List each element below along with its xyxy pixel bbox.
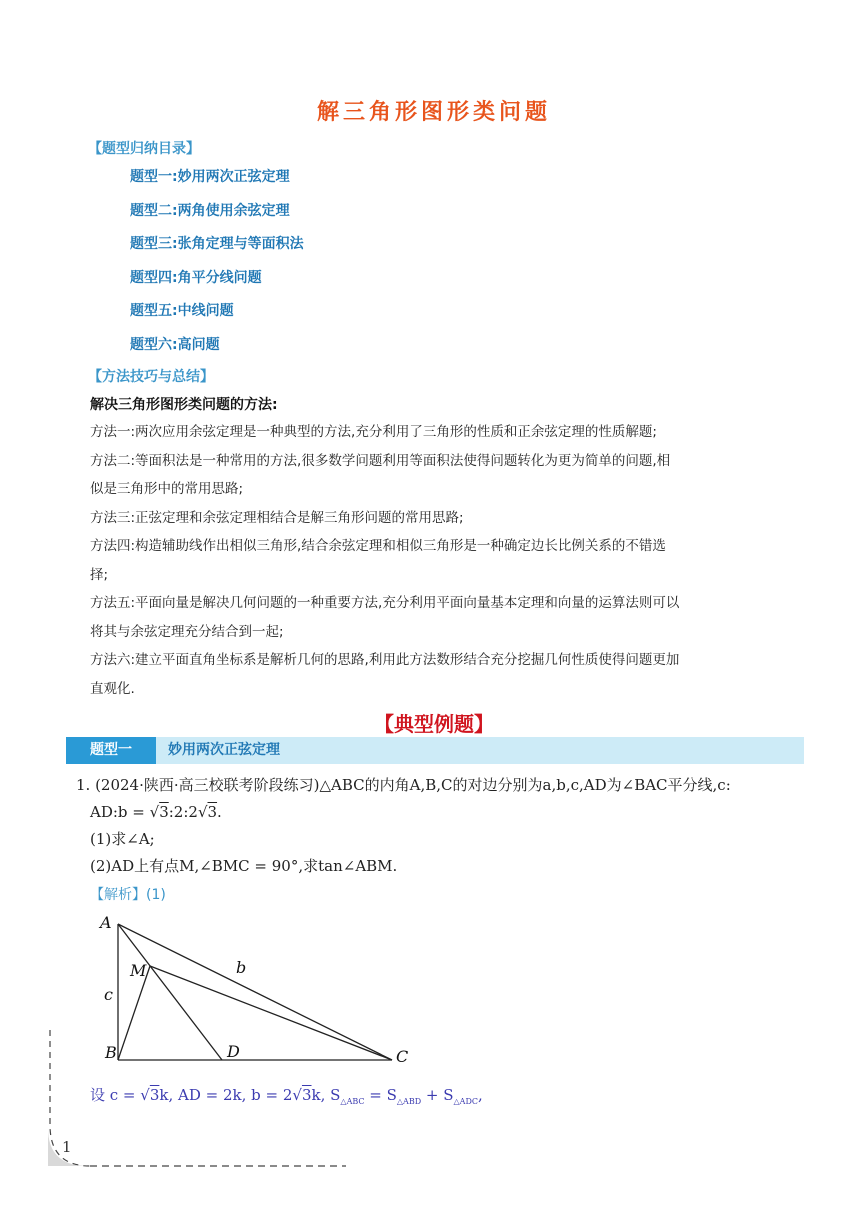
toc-list xyxy=(130,166,304,368)
label-m: M xyxy=(130,961,147,980)
page-title: 解三角形图形类问题 xyxy=(316,100,551,125)
solution-text: 设 c = xyxy=(90,1086,141,1104)
label-b: B xyxy=(105,1043,117,1062)
method-line: 方法四:构造辅助线作出相似三角形,结合余弦定理和相似三角形是一种确定边长比例关系的不错选 xyxy=(90,538,666,554)
ratio-mid: :2:2 xyxy=(168,803,198,821)
label-c: C xyxy=(396,1047,409,1066)
method-line: 方法二:等面积法是一种常用的方法,很多数学问题利用等面积法使得问题转化为更为简单的问题,相 xyxy=(90,452,671,469)
toc-item-4[interactable]: 题型四:角平分线问题 xyxy=(130,269,262,286)
label-c-side: c xyxy=(104,985,113,1004)
radicand: 3 xyxy=(149,1086,160,1104)
toc-heading: 【题型归纳目录】 xyxy=(88,141,200,157)
methods-heading: 【方法技巧与总结】 xyxy=(88,369,214,385)
ratio-prefix: AD:b = xyxy=(90,803,150,821)
sqrt-symbol: √ xyxy=(149,803,160,821)
solution-text: k, AD = 2k, b = 2 xyxy=(159,1086,293,1104)
methods-title: 解决三角形图形类问题的方法: xyxy=(90,397,278,413)
type-bar xyxy=(66,737,804,764)
toc-item-6[interactable]: 题型六:高问题 xyxy=(130,336,220,353)
solution-text: + S xyxy=(421,1086,454,1104)
question-2: (2)AD上有点M,∠BMC = 90°,求tan∠ABM. xyxy=(90,857,398,875)
problem-block xyxy=(76,772,796,880)
toc-item-2[interactable]: 题型二:两角使用余弦定理 xyxy=(130,202,290,219)
solution-text: k, S xyxy=(311,1086,341,1104)
analysis-label: 【解析】(1) xyxy=(90,887,166,903)
method-line: 似是三角形中的常用思路; xyxy=(90,481,244,497)
solution-text: = S xyxy=(364,1086,397,1104)
toc-item-5[interactable]: 题型五:中线问题 xyxy=(130,303,234,320)
method-line: 方法六:建立平面直角坐标系是解析几何的思路,利用此方法数形结合充分挖掘几何性质使得问题更加 xyxy=(90,652,680,668)
subscript: △ABC xyxy=(340,1097,365,1106)
sqrt-symbol: √ xyxy=(197,803,208,821)
subscript: △ADC xyxy=(453,1097,478,1106)
label-d: D xyxy=(227,1042,240,1061)
method-line: 方法五:平面向量是解决几何问题的一种重要方法,充分利用平面向量基本定理和向量的运算法则可以 xyxy=(90,595,680,611)
ratio-end: . xyxy=(217,803,222,821)
method-line: 方法三:正弦定理和余弦定理相结合是解三角形问题的常用思路; xyxy=(90,509,464,526)
solution-text: , xyxy=(477,1086,483,1104)
radicand: 3 xyxy=(301,1086,312,1104)
page-footer-decoration xyxy=(0,1030,380,1180)
examples-heading: 【典型例题】 xyxy=(374,712,494,736)
problem-line-1: 1. (2024·陕西·高三校联考阶段练习)△ABC的内角A,B,C的对边分别为a,b,c,AD为∠BAC平分线,c: xyxy=(76,776,731,794)
method-line: 择; xyxy=(90,566,109,583)
sqrt-symbol: √ xyxy=(292,1086,302,1104)
method-line: 将其与余弦定理充分结合到一起; xyxy=(90,623,284,640)
problem-line-2 xyxy=(76,799,796,826)
subscript: △ABD xyxy=(396,1097,422,1106)
type-tab: 题型一 xyxy=(66,737,156,764)
type-title: 妙用两次正弦定理 xyxy=(168,742,280,758)
method-line: 方法一:两次应用余弦定理是一种典型的方法,充分利用了三角形的性质和正余弦定理的性质解题; xyxy=(90,424,657,440)
toc-item-3[interactable]: 题型三:张角定理与等面积法 xyxy=(130,236,304,253)
radicand: 3 xyxy=(207,803,218,821)
sqrt-symbol: √ xyxy=(140,1086,150,1104)
toc-item-1[interactable]: 题型一:妙用两次正弦定理 xyxy=(130,169,290,185)
label-a: A xyxy=(100,913,112,932)
question-1: (1)求∠A; xyxy=(90,830,155,848)
method-line: 直观化. xyxy=(90,680,135,697)
methods-list xyxy=(90,418,785,703)
radicand: 3 xyxy=(159,803,169,821)
label-b-side: b xyxy=(236,958,247,977)
page-number: 1 xyxy=(62,1138,72,1156)
